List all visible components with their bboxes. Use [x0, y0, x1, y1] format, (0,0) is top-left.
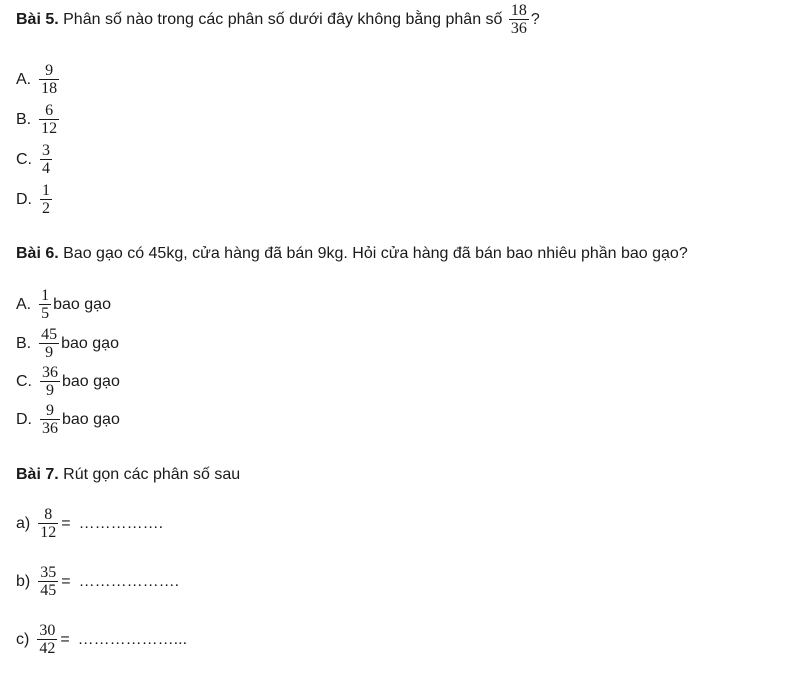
bai5-label: Bài 5. — [16, 10, 59, 28]
answer-blank[interactable]: ………………... — [77, 630, 188, 648]
fraction-denominator: 9 — [45, 344, 54, 361]
unit-text: bao gạo — [61, 334, 119, 352]
unit-text: bao gạo — [62, 410, 120, 428]
option-label: A. — [16, 295, 32, 313]
fraction-numerator: 3 — [42, 142, 50, 159]
fraction-numerator: 18 — [510, 2, 527, 19]
bai6-option-b[interactable] — [16, 326, 119, 361]
fraction-denominator: 36 — [42, 420, 58, 437]
unit-text: bao gạo — [62, 372, 120, 390]
fraction-numerator: 6 — [45, 102, 54, 119]
equals-sign: = — [60, 630, 70, 648]
equals-sign: = — [61, 572, 71, 590]
bai5-fraction — [509, 2, 529, 37]
option-fraction — [40, 364, 60, 399]
item-fraction — [38, 564, 58, 599]
option-fraction — [39, 62, 59, 97]
answer-blank[interactable]: ………………. — [78, 572, 180, 590]
bai6-question — [16, 245, 688, 263]
option-fraction — [40, 182, 52, 217]
bai7-item-a — [16, 506, 163, 541]
fraction-denominator: 18 — [41, 80, 58, 97]
option-label: A. — [16, 70, 32, 88]
fraction-denominator: 5 — [41, 305, 50, 322]
bai5-option-b[interactable] — [16, 102, 61, 137]
fraction-denominator: 9 — [46, 382, 54, 399]
bai6-option-d[interactable] — [16, 402, 120, 437]
option-fraction — [40, 142, 52, 177]
option-label: C. — [16, 150, 32, 168]
item-label: b) — [16, 572, 31, 590]
bai7-item-c — [16, 622, 187, 657]
bai6-label: Bài 6. — [16, 245, 59, 262]
bai7-text: Rút gọn các phân số sau — [58, 466, 241, 483]
fraction-denominator: 36 — [510, 20, 527, 37]
unit-text: bao gạo — [53, 295, 111, 313]
bai5-question — [16, 2, 540, 37]
item-label: a) — [16, 514, 31, 532]
fraction-numerator: 36 — [42, 364, 58, 381]
option-label: D. — [16, 410, 32, 428]
fraction-numerator: 9 — [46, 402, 54, 419]
bai5-text: Phân số nào trong các phân số dưới đây không bằng phân số — [58, 10, 507, 28]
fraction-denominator: 12 — [41, 120, 58, 137]
bai5-option-c[interactable] — [16, 142, 54, 177]
fraction-denominator: 4 — [42, 160, 50, 177]
fraction-numerator: 1 — [41, 287, 50, 304]
bai5-option-a[interactable] — [16, 62, 61, 97]
bai7-question — [16, 466, 240, 484]
option-label: B. — [16, 110, 32, 128]
bai6-text: Bao gạo có 45kg, cửa hàng đã bán 9kg. Hỏi cửa hàng đã bán bao nhiêu phần bao gạo? — [58, 245, 688, 262]
option-label: C. — [16, 372, 32, 390]
bai7-label: Bài 7. — [16, 466, 59, 483]
equals-sign: = — [61, 514, 71, 532]
fraction-numerator: 30 — [39, 622, 56, 639]
option-fraction — [39, 102, 59, 137]
fraction-denominator: 2 — [42, 200, 50, 217]
fraction-numerator: 9 — [45, 62, 54, 79]
bai6-option-c[interactable] — [16, 364, 120, 399]
option-fraction — [40, 402, 60, 437]
option-fraction — [39, 287, 51, 322]
bai5-question-mark: ? — [530, 10, 540, 28]
answer-blank[interactable]: ……………. — [78, 514, 164, 532]
fraction-denominator: 42 — [39, 640, 56, 657]
bai5-option-d[interactable] — [16, 182, 54, 217]
fraction-numerator: 8 — [44, 506, 53, 523]
item-fraction — [37, 622, 57, 657]
fraction-numerator: 1 — [42, 182, 50, 199]
fraction-numerator: 45 — [41, 326, 58, 343]
option-fraction — [39, 326, 59, 361]
fraction-denominator: 12 — [40, 524, 57, 541]
bai6-option-a[interactable] — [16, 287, 111, 322]
fraction-numerator: 35 — [40, 564, 57, 581]
bai7-item-b — [16, 564, 179, 599]
fraction-denominator: 45 — [40, 582, 57, 599]
item-label: c) — [16, 630, 30, 648]
option-label: B. — [16, 334, 32, 352]
option-label: D. — [16, 190, 32, 208]
item-fraction — [38, 506, 58, 541]
